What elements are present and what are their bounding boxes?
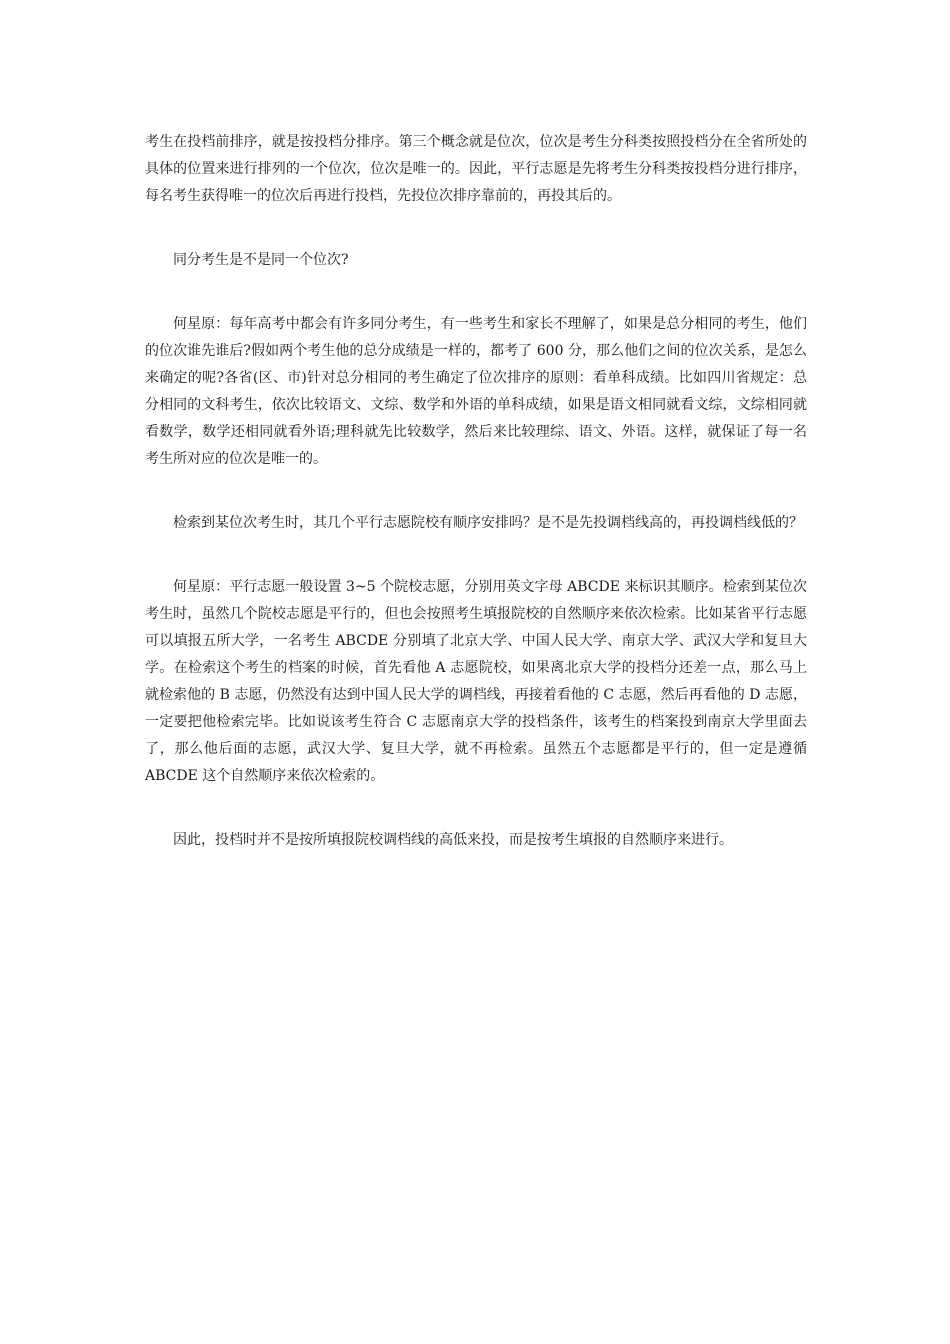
question-volunteer-order: 检索到某位次考生时，其几个平行志愿院校有顺序安排吗？是不是先投调档线高的，再投调档线低的？ bbox=[173, 515, 803, 531]
paragraph-conclusion: 因此，投档时并不是按所填报院校调档线的高低来投，而是按考生填报的自然顺序来进行。 bbox=[173, 832, 733, 848]
paragraph-ranking-concept: 考生在投档前排序，就是按投档分排序。第三个概念就是位次，位次是考生分科类按照投档分在全省所处的具体的位置来进行排列的一个位次，位次是唯一的。因此，平行志愿是先将考生分科类按投档分进行排序，每名考生获得唯一的位次后再进行投档，先投位次排序靠前的，再投其后的。 bbox=[145, 134, 807, 204]
answer-volunteer-order: 何星原：平行志愿一般设置 3~5 个院校志愿，分别用英文字母 ABCDE 来标识其顺序。检索到某位次考生时，虽然几个院校志愿是平行的，但也会按照考生填报院校的自然顺序来依次检索。比如某省平行志愿可以填报五所大学，一名考生 ABCDE 分别填了北京大学、中国人民大学、南京大学、武汉大学和复旦大学。在检索这个考生的档案的时候，首先看他 A 志愿院校，如果离北京大学的投档分还差一点，那么马上就检索他的 B 志愿，仍然没有达到中国人民大学的调档线，再接着看他的 C 志愿，然后再看他的 D 志愿，一定要把他检索完毕。比如说该考生符合 C 志愿南京大学的投档条件，该考生的档案投到南京大学里面去了，那么他后面的志愿，武汉大学、复旦大学，就不再检索。虽然五个志愿都是平行的，但一定是遵循 ABCDE 这个自然顺序来依次检索的。 bbox=[145, 579, 807, 784]
question-same-score: 同分考生是不是同一个位次? bbox=[173, 252, 349, 268]
answer-same-score: 何星原：每年高考中都会有许多同分考生，有一些考生和家长不理解了，如果是总分相同的考生，他们的位次谁先谁后?假如两个考生他的总分成绩是一样的，都考了 600 分，那么他们之间的位次关系，是怎么来确定的呢?各省(区、市)针对总分相同的考生确定了位次排序的原则：看单科成绩。比如四川省规定：总分相同的文科考生，依次比较语文、文综、数学和外语的单科成绩，如果是语文相同就看文综，文综相同就看数学，数学还相同就看外语;理科就先比较数学，然后来比较理综、语文、外语。这样，就保证了每一名考生所对应的位次是唯一的。 bbox=[145, 316, 807, 467]
document-body bbox=[145, 129, 807, 891]
